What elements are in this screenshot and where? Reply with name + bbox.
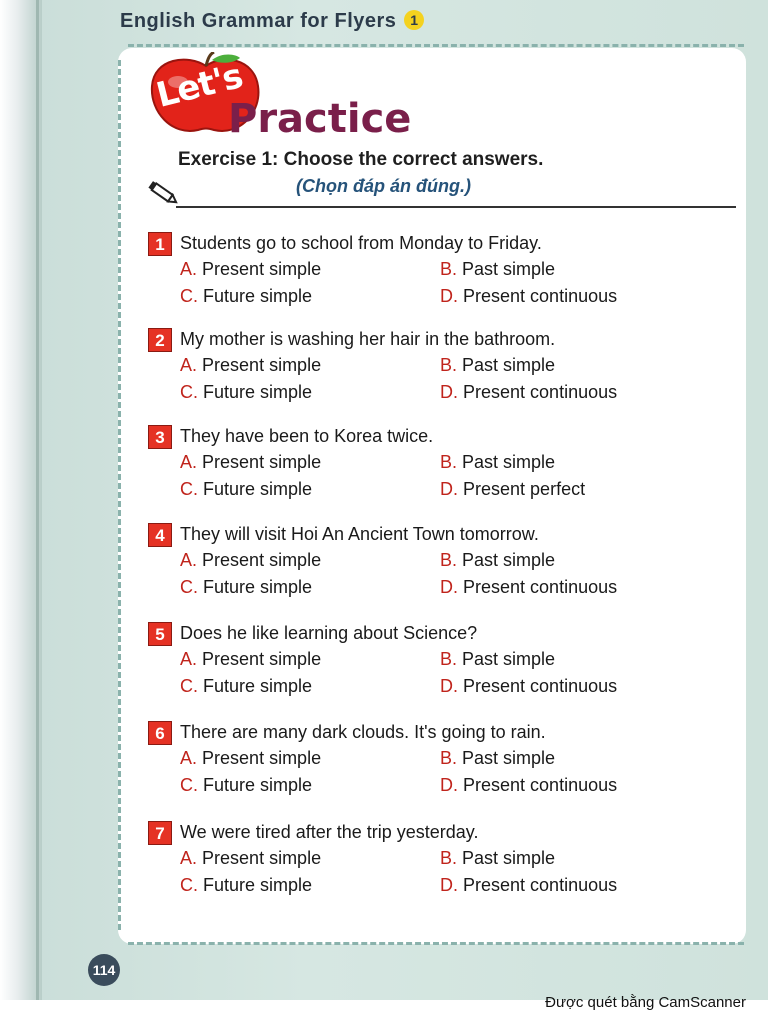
option-letter: A. <box>180 259 198 279</box>
answer-option[interactable] <box>440 259 555 280</box>
option-letter: C. <box>180 479 198 499</box>
option-text: Present continuous <box>463 775 618 795</box>
answer-option[interactable] <box>180 848 321 869</box>
answer-option[interactable] <box>180 259 321 280</box>
option-text: Past simple <box>462 649 556 669</box>
option-letter: B. <box>440 848 458 868</box>
answer-option[interactable] <box>180 875 312 896</box>
option-text: Past simple <box>462 259 556 279</box>
option-letter: C. <box>180 577 198 597</box>
question-number: 2 <box>148 328 172 352</box>
option-text: Future simple <box>203 479 313 499</box>
option-text: Future simple <box>203 382 313 402</box>
question-text: They will visit Hoi An Ancient Town tomorrow. <box>180 524 539 544</box>
option-letter: C. <box>180 775 198 795</box>
option-letter: C. <box>180 286 198 306</box>
question-number: 6 <box>148 721 172 745</box>
option-text: Future simple <box>203 676 313 696</box>
question-text: There are many dark clouds. It's going to rain. <box>180 722 546 742</box>
option-letter: B. <box>440 748 458 768</box>
option-text: Present simple <box>202 649 322 669</box>
option-letter: D. <box>440 676 458 696</box>
question-text: They have been to Korea twice. <box>180 426 434 446</box>
question-number: 5 <box>148 622 172 646</box>
option-letter: D. <box>440 875 458 895</box>
option-letter: B. <box>440 259 458 279</box>
question-number: 4 <box>148 523 172 547</box>
option-text: Present perfect <box>463 479 586 499</box>
exercise-title: Exercise 1: Choose the correct answers. <box>178 149 544 170</box>
option-letter: B. <box>440 452 458 472</box>
option-text: Past simple <box>462 452 556 472</box>
answer-option[interactable] <box>440 848 555 869</box>
dashed-border-top <box>128 44 744 47</box>
answer-option[interactable] <box>180 479 312 500</box>
question-number: 3 <box>148 425 172 449</box>
book-title <box>120 10 424 33</box>
option-letter: C. <box>180 676 198 696</box>
option-text: Present continuous <box>463 382 618 402</box>
option-letter: A. <box>180 452 198 472</box>
option-text: Past simple <box>462 748 556 768</box>
answer-option[interactable] <box>440 286 617 307</box>
answer-option[interactable] <box>440 875 617 896</box>
option-text: Present continuous <box>463 286 618 306</box>
option-text: Past simple <box>462 848 556 868</box>
option-letter: C. <box>180 382 198 402</box>
answer-option[interactable] <box>180 748 321 769</box>
answer-option[interactable] <box>440 676 617 697</box>
question-number: 1 <box>148 232 172 256</box>
option-text: Future simple <box>203 775 313 795</box>
exercise-rule <box>176 206 736 208</box>
question-text: Students go to school from Monday to Friday. <box>180 233 542 253</box>
question-text: Does he like learning about Science? <box>180 623 478 643</box>
answer-option[interactable] <box>440 577 617 598</box>
question-text: My mother is washing her hair in the bathroom. <box>180 329 556 349</box>
option-text: Present simple <box>202 355 322 375</box>
option-letter: B. <box>440 649 458 669</box>
dashed-border-bottom <box>128 942 744 945</box>
answer-option[interactable] <box>180 286 312 307</box>
option-text: Future simple <box>203 577 313 597</box>
option-text: Future simple <box>203 286 313 306</box>
option-letter: A. <box>180 848 198 868</box>
option-letter: D. <box>440 577 458 597</box>
option-text: Present simple <box>202 550 322 570</box>
option-letter: A. <box>180 748 198 768</box>
option-letter: A. <box>180 649 198 669</box>
answer-option[interactable] <box>440 775 617 796</box>
question-text: We were tired after the trip yesterday. <box>180 822 479 842</box>
dashed-border-left <box>118 60 121 930</box>
option-letter: C. <box>180 875 198 895</box>
pencil-icon <box>146 178 180 208</box>
option-letter: D. <box>440 775 458 795</box>
option-text: Past simple <box>462 355 556 375</box>
book-title-text: English Grammar for Flyers <box>120 10 397 32</box>
option-text: Present continuous <box>463 875 618 895</box>
answer-option[interactable] <box>440 748 555 769</box>
answer-option[interactable] <box>180 649 321 670</box>
answer-option[interactable] <box>440 550 555 571</box>
answer-option[interactable] <box>440 382 617 403</box>
option-text: Present continuous <box>463 676 618 696</box>
option-text: Future simple <box>203 875 313 895</box>
answer-option[interactable] <box>180 550 321 571</box>
option-letter: D. <box>440 382 458 402</box>
page-number: 114 <box>88 954 120 986</box>
answer-option[interactable] <box>180 676 312 697</box>
book-level-badge: 1 <box>404 10 424 30</box>
option-letter: A. <box>180 355 198 375</box>
option-letter: D. <box>440 286 458 306</box>
answer-option[interactable] <box>180 452 321 473</box>
answer-option[interactable] <box>180 775 312 796</box>
answer-option[interactable] <box>180 355 321 376</box>
option-letter: B. <box>440 355 458 375</box>
spine-divider <box>36 0 39 1000</box>
answer-option[interactable] <box>440 355 555 376</box>
answer-option[interactable] <box>440 649 555 670</box>
option-text: Present simple <box>202 452 322 472</box>
answer-option[interactable] <box>180 382 312 403</box>
practice-logo-text: Practice <box>228 96 412 142</box>
answer-option[interactable] <box>180 577 312 598</box>
scanner-watermark: Được quét bằng CamScanner <box>545 994 746 1011</box>
option-letter: B. <box>440 550 458 570</box>
option-text: Present simple <box>202 848 322 868</box>
answer-option[interactable] <box>440 452 555 473</box>
option-letter: D. <box>440 479 458 499</box>
question-number: 7 <box>148 821 172 845</box>
option-text: Past simple <box>462 550 556 570</box>
option-letter: A. <box>180 550 198 570</box>
lets-logo-text: Let's <box>152 56 247 116</box>
option-text: Present simple <box>202 259 322 279</box>
option-text: Present simple <box>202 748 322 768</box>
answer-option[interactable] <box>440 479 585 500</box>
exercise-subtitle: (Chọn đáp án đúng.) <box>296 176 471 196</box>
option-text: Present continuous <box>463 577 618 597</box>
